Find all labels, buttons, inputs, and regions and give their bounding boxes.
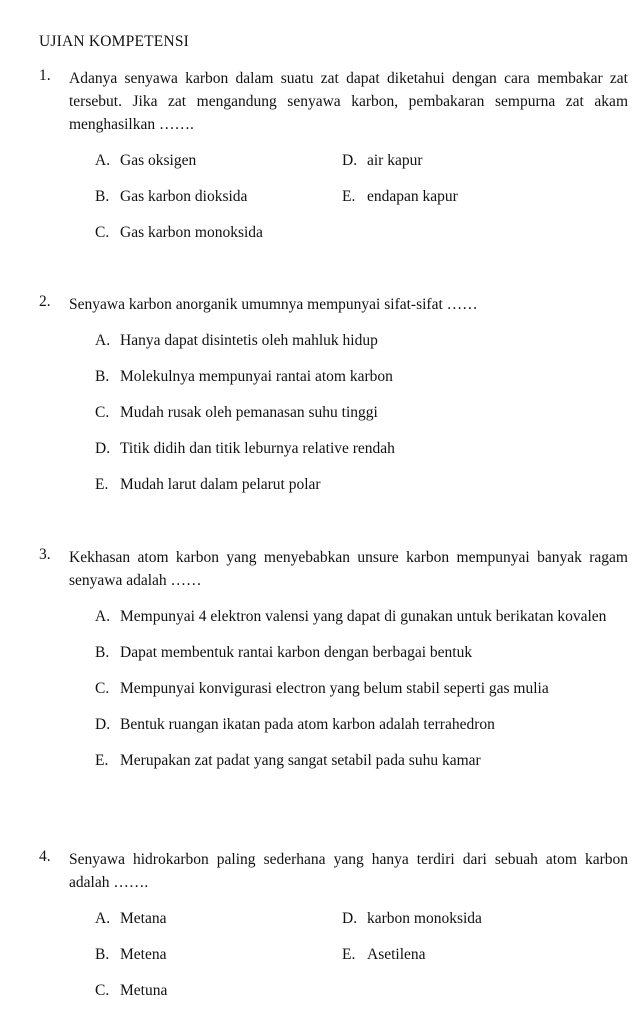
option-a: A. Gas oksigen	[95, 152, 197, 169]
question-4	[39, 848, 628, 1015]
option-e: E. Mudah larut dalam pelarut polar	[95, 476, 321, 493]
question-text: Adanya senyawa karbon dalam suatu zat dapat diketahui dengan cara membakar zat tersebut. Jika zat mengandung senyawa karbon, pembakaran sempurna zat akam menghasilkan …….	[69, 70, 628, 133]
question-2	[39, 293, 628, 509]
option-a: A. Mempunyai 4 elektron valensi yang dapat di gunakan untuk berikatan kovalen	[95, 608, 607, 625]
option-e: E. Asetilena	[342, 946, 426, 963]
option-a: A. Hanya dapat disintetis oleh mahluk hidup	[95, 332, 378, 349]
option-b: B. Metena	[95, 946, 167, 963]
page-title: UJIAN KOMPETENSI	[39, 33, 190, 50]
question-1	[39, 67, 628, 257]
option-b: B. Molekulnya mempunyai rantai atom karbon	[95, 368, 393, 385]
option-b: B. Dapat membentuk rantai karbon dengan berbagai bentuk	[95, 644, 473, 661]
option-d: D. air kapur	[342, 152, 423, 169]
options	[95, 605, 628, 772]
options	[95, 329, 628, 496]
option-c: C. Gas karbon monoksida	[95, 224, 263, 241]
question-text: Kekhasan atom karbon yang menyebabkan unsure karbon mempunyai banyak ragam senyawa adalah ……	[69, 549, 628, 589]
options	[95, 907, 628, 1002]
option-row	[95, 221, 628, 244]
question-text: Senyawa karbon anorganik umumnya mempunyai sifat-sifat ……	[69, 296, 478, 313]
option-d: D. karbon monoksida	[342, 910, 482, 927]
option-c: C. Mudah rusak oleh pemanasan suhu tinggi	[95, 404, 378, 421]
option-e: E. endapan kapur	[342, 188, 458, 205]
question-number: 4.	[39, 848, 51, 865]
option-row	[95, 185, 628, 208]
option-e: E. Merupakan zat padat yang sangat setabil pada suhu kamar	[95, 752, 481, 769]
option-row	[95, 149, 628, 172]
option-a: A. Metana	[95, 910, 167, 927]
question-number: 1.	[39, 67, 51, 84]
option-c: C. Mempunyai konvigurasi electron yang belum stabil seperti gas mulia	[95, 680, 549, 697]
option-row	[95, 943, 628, 966]
option-b: B. Gas karbon dioksida	[95, 188, 248, 205]
option-d: D. Titik didih dan titik leburnya relative rendah	[95, 440, 395, 457]
option-d: D. Bentuk ruangan ikatan pada atom karbon adalah terrahedron	[95, 716, 495, 733]
option-row	[95, 907, 628, 930]
question-text: Senyawa hidrokarbon paling sederhana yang hanya terdiri dari sebuah atom karbon adalah …….	[69, 851, 628, 891]
option-row	[95, 979, 628, 1002]
option-c: C. Metuna	[95, 982, 168, 999]
question-number: 3.	[39, 546, 51, 563]
options	[95, 149, 628, 244]
question-number: 2.	[39, 293, 51, 310]
question-3	[39, 546, 628, 785]
